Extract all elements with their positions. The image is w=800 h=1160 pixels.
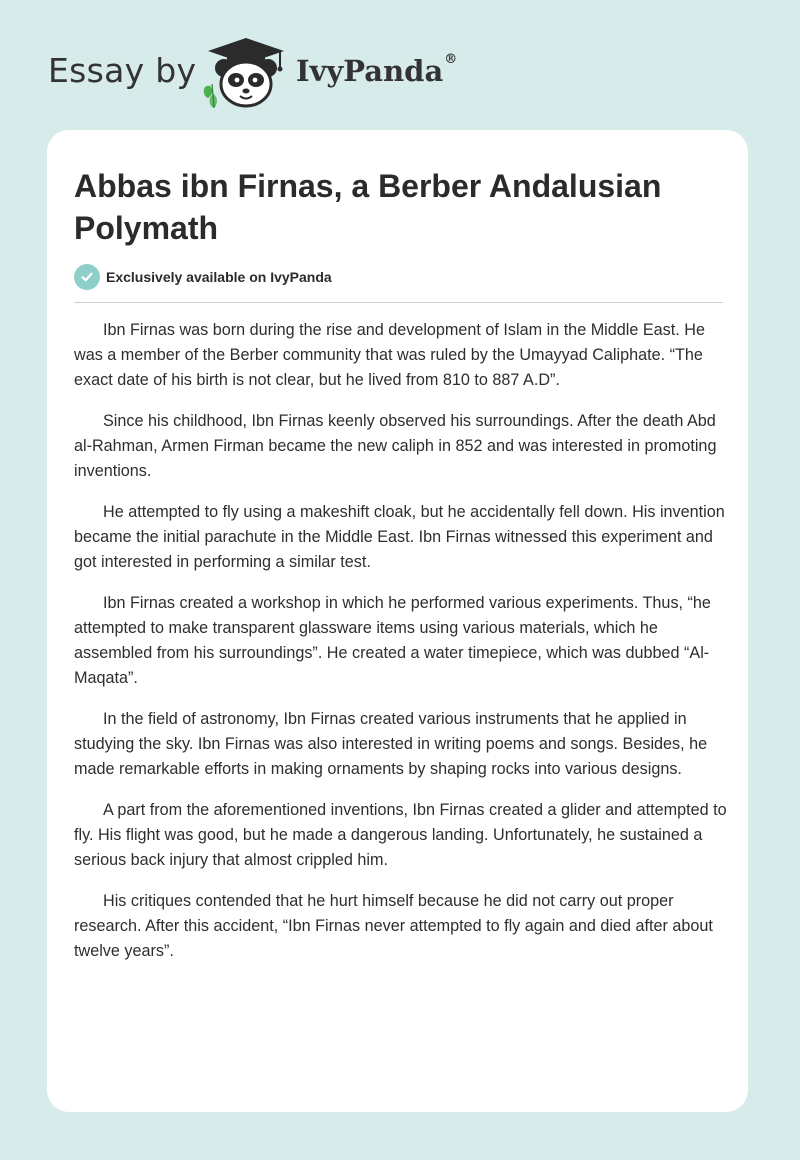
- registered-mark: ®: [444, 52, 458, 67]
- paragraph: He attempted to fly using a makeshift cloak, but he accidentally fell down. His invention became the initial parachute in the Middle East. Ibn Firnas witnessed this experiment and got interested in performing a similar test.: [74, 503, 725, 571]
- divider: [74, 302, 723, 303]
- paragraph: A part from the aforementioned inventions, Ibn Firnas created a glider and attempted to fly. His flight was good, but he made a dangerous landing. Unfortunately, he sustained a serious back injury that almost crippled him.: [74, 801, 727, 869]
- essay-by-label: Essay by: [48, 51, 197, 90]
- essay-body: [74, 318, 730, 980]
- paragraph: In the field of astronomy, Ibn Firnas created various instruments that he applied in studying the sky. Ibn Firnas was also interested in writing poems and songs. Besides, he made remarkable efforts in making ornaments by shaping rocks into various designs.: [74, 710, 708, 778]
- essay-card: [47, 130, 748, 1112]
- exclusive-badge: [74, 264, 332, 290]
- paragraph: Since his childhood, Ibn Firnas keenly observed his surroundings. After the death Abd al-Rahman, Armen Firman became the new caliph in 852 and was interested in promoting inventions.: [74, 412, 717, 480]
- paragraph: His critiques contended that he hurt himself because he did not carry out proper research. After this accident, “Ibn Firnas never attempted to fly again and died after about twelve years”.: [74, 892, 713, 960]
- site-header: [48, 34, 508, 114]
- exclusive-label: Exclusively available on IvyPanda: [106, 269, 332, 285]
- essay-title: Abbas ibn Firnas, a Berber Andalusian Polymath: [74, 168, 662, 246]
- brand-name[interactable]: [296, 54, 457, 88]
- panda-graduate-icon[interactable]: [200, 34, 292, 110]
- paragraph: Ibn Firnas was born during the rise and development of Islam in the Middle East. He was a member of the Berber community that was ruled by the Umayyad Caliphate. “The exact date of his birth is not clear, but he lived from 810 to 887 A.D”.: [74, 321, 705, 389]
- brand-name-text: IvyPanda: [296, 54, 444, 88]
- check-circle-icon: [74, 264, 100, 290]
- paragraph: Ibn Firnas created a workshop in which he performed various experiments. Thus, “he attempted to make transparent glassware items using various materials, which he assembled from his surroundings”. He created a water timepiece, which was dubbed “Al-Maqata”.: [74, 594, 711, 687]
